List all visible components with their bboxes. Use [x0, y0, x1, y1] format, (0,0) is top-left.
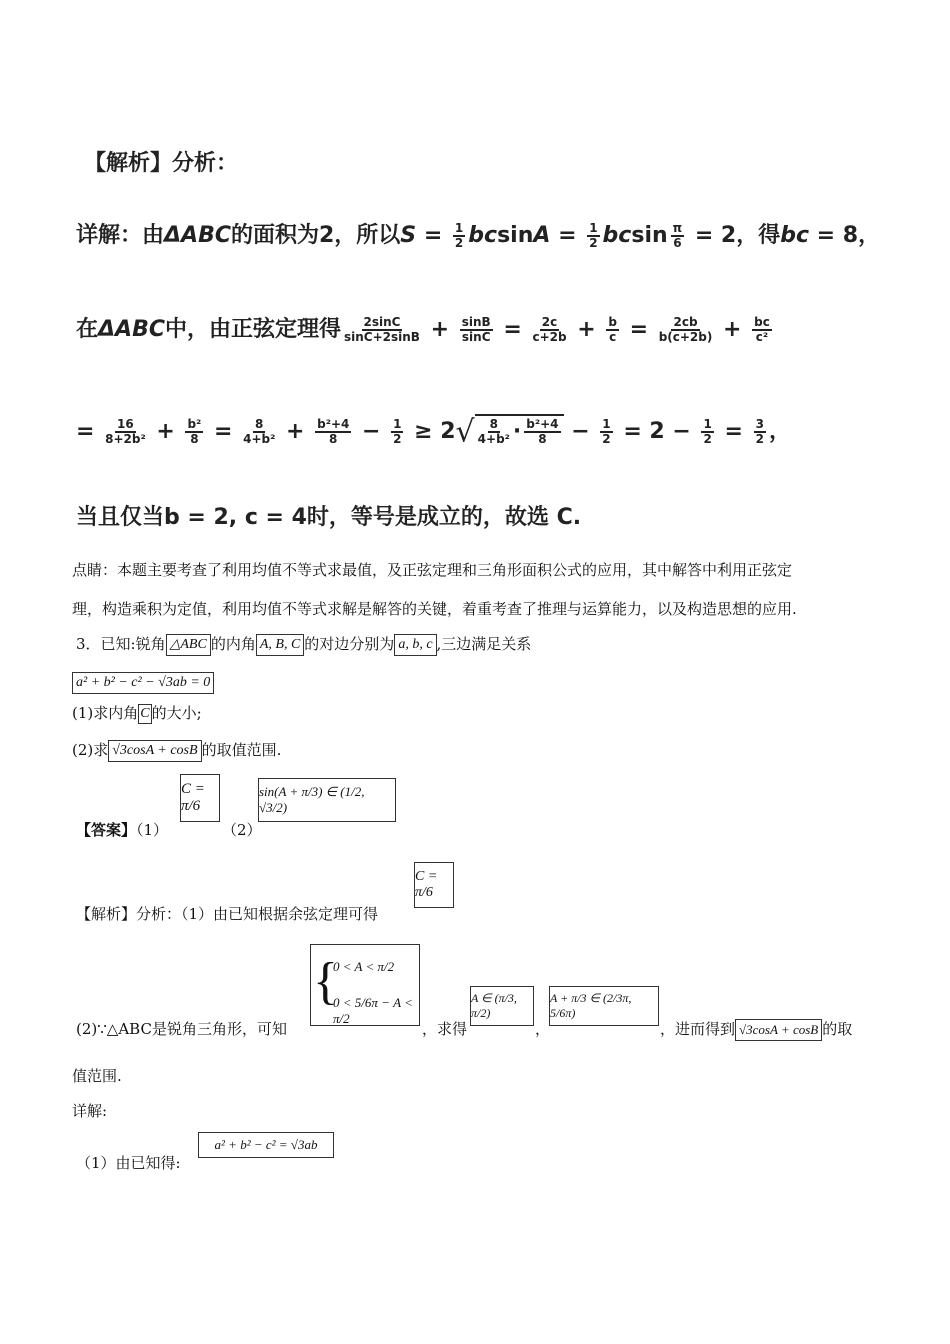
- answer-n2: （2）: [222, 821, 262, 839]
- step1-box: [198, 1132, 334, 1158]
- answer-label-text: 【答案】: [76, 821, 137, 839]
- analysis-2-box-text: C = π/6: [415, 869, 438, 900]
- angles-formula: A, B, C: [256, 634, 304, 656]
- part2-comma: ，: [535, 1020, 551, 1038]
- comment-line-2: 理，构造乘积为定值，利用均值不等式求解是解答的关键，着重考查了推理与运算能力，以及构造思想的应用.: [72, 600, 797, 618]
- part2-mid: ，求得: [422, 1020, 468, 1038]
- q3-p2: 的内角: [210, 635, 256, 653]
- analysis-2-text: 【解析】分析：（1）由已知根据余弦定理可得: [76, 905, 379, 923]
- detail-line-1: 详解：由ΔABC的面积为2，所以S = $\frac{1}{2}$ bcsinA = $\frac{1}{2}$ bcsin $\frac{\pi}{6}$ = 2，得bc = 8，: [76, 221, 881, 250]
- system-line-2: 0 < 5/6π − A < π/2: [333, 995, 413, 1026]
- answer-n1: （1）: [136, 821, 169, 839]
- detail-line-3: = $\frac{16}{\text{8+2b²}}$ + $\frac{\text{b²}}{8}$ = $\frac{8}{\text{4+b²}}$ + $\frac{\text{b²+4}}{8}$ − $\frac{1}{2}$ ≥ 2√ $\frac{8}{\text{4+b²}}$ · $\frac{\text{b²+4}}{8}$ − $\frac{1}{2}$ = 2 − $\frac{1}{2}$ = $\frac{3}{2}$ ，: [76, 414, 791, 450]
- comment-line-1: 点睛：本题主要考查了利用均值不等式求最值，及正弦定理和三角形面积公式的应用，其中解答中利用正弦定: [72, 561, 793, 579]
- answer-2-box: [258, 778, 396, 822]
- part2-cont: 值范围.: [72, 1067, 122, 1085]
- range-a2-box: [549, 986, 659, 1026]
- sub-question-1: [72, 703, 202, 724]
- sub2-post: 的取值范围.: [201, 741, 282, 759]
- detail-line-2: 在ΔABC中，由正弦定理得 $\frac{2\sin C}{\sin C+2\sin B}$ + $\frac{\sin B}{\sin C}$ = $\frac{2c}{c+2b}$ + $\frac{b}{c}$ = $\frac{2cb}{b(c+2b)}$ + $\frac{bc}{\text{c²}}$: [76, 315, 770, 344]
- part2-pre: (2)∵△ABC是锐角三角形，可知: [76, 1020, 287, 1038]
- detail-line-4: 当且仅当b = 2, c = 4时，等号是成立的，故选 C.: [76, 505, 582, 530]
- sub1-var: C: [138, 704, 151, 724]
- step1-pre: （1）由已知得:: [76, 1154, 181, 1172]
- sub1-pre: (1)求内角: [72, 704, 139, 722]
- analysis-header: 【解析】分析：: [84, 151, 239, 176]
- system-box: [310, 944, 420, 1026]
- sub-question-2: [72, 740, 281, 762]
- range-a-box: [470, 986, 534, 1026]
- answer-2-text: sin(A + π/3) ∈ (1/2, √3/2): [259, 784, 365, 815]
- answer-1-text: C = π/6: [181, 781, 205, 814]
- q3-p1: 3．已知:锐角: [76, 635, 166, 653]
- sub1-post: 的大小;: [151, 704, 202, 722]
- part2-tail: [660, 1019, 852, 1041]
- sub2-pre: (2)求: [72, 741, 109, 759]
- step1-box-text: a² + b² − c² = √3ab: [214, 1137, 318, 1152]
- range-a2-text: A + π/3 ∈ (2/3π, 5/6π): [550, 991, 632, 1020]
- sides-formula: a, b, c: [394, 634, 436, 656]
- relation-line: [72, 672, 214, 694]
- sub2-expr: √3cosA + cosB: [108, 740, 201, 762]
- relation-formula: a² + b² − c² − √3ab = 0: [72, 672, 214, 694]
- detail-label: 详解:: [72, 1102, 108, 1120]
- left-brace: {: [313, 953, 338, 1010]
- q3-p3: 的对边分别为: [304, 635, 395, 653]
- part2-expr: √3cosA + cosB: [735, 1019, 822, 1041]
- system-line-1: 0 < A < π/2: [333, 959, 395, 974]
- triangle-formula: △ABC: [166, 634, 211, 656]
- range-a-text: A ∈ (π/3, π/2): [471, 991, 517, 1020]
- question-3-stem: [76, 634, 531, 656]
- q3-p4: ,三边满足关系: [436, 635, 532, 653]
- answer-1-box: [180, 774, 220, 822]
- analysis-2-box: [414, 862, 454, 908]
- detail-line1-pre: 详解：由ΔABC的面积为2，所以S =: [76, 223, 443, 248]
- part2-mid2: ，进而得到: [660, 1020, 736, 1038]
- answer-label: [76, 820, 168, 840]
- part2-post: 的取: [822, 1020, 853, 1038]
